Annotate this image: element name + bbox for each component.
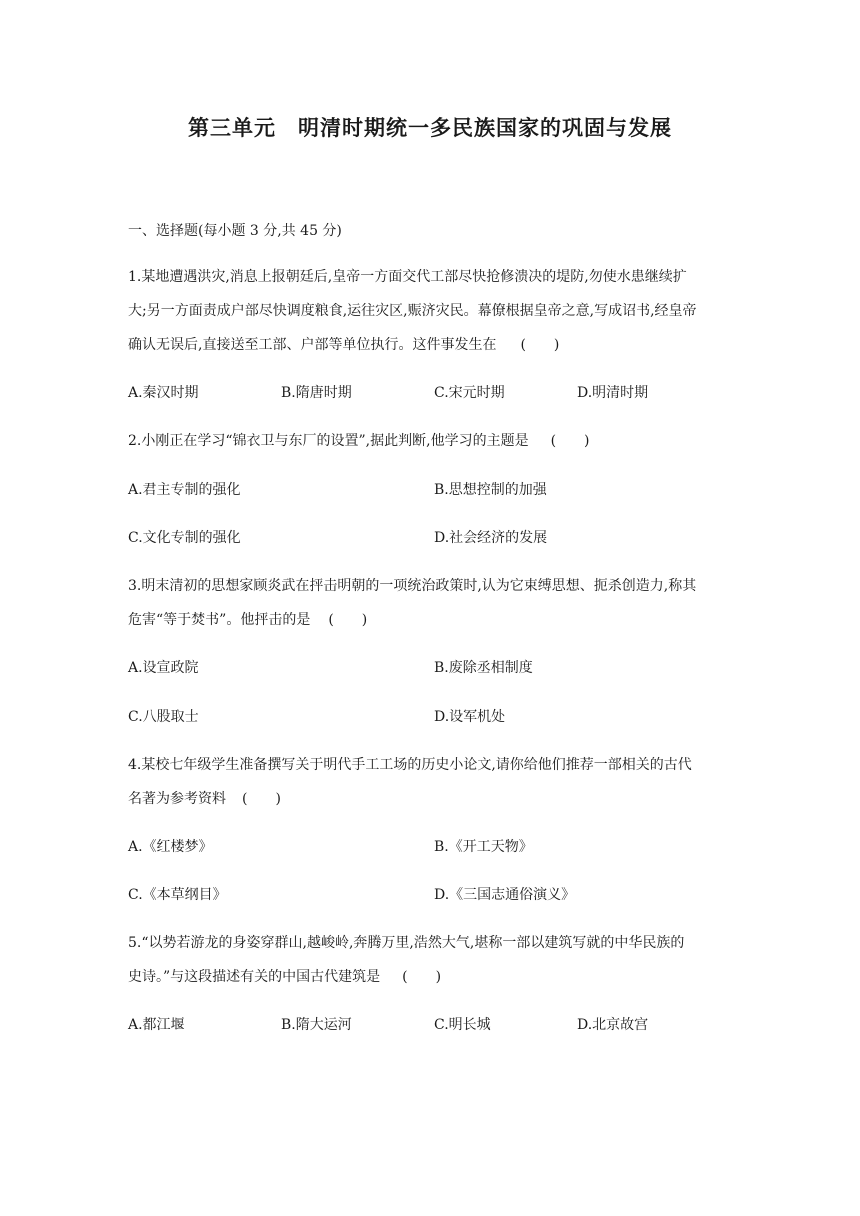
question-2-text: 2.小刚正在学习“锦衣卫与东厂的设置”,据此判断,他学习的主题是 [128, 433, 529, 449]
question-5-option-a: A.都江堰 [128, 1017, 185, 1033]
question-2-option-c: C.文化专制的强化 [128, 530, 241, 546]
question-1-line-1: 1.某地遭遇洪灾,消息上报朝廷后,皇帝一方面交代工部尽快抢修溃决的堤防,勿使水患继续扩 [128, 269, 687, 285]
answer-paren: ( ) [402, 969, 442, 985]
question-2-option-b: B.思想控制的加强 [434, 482, 547, 498]
question-3-option-c: C.八股取士 [128, 709, 199, 725]
question-1-option-d: D.明清时期 [577, 385, 649, 401]
question-5-line-1: 5.“以势若游龙的身姿穿群山,越峻岭,奔腾万里,浩然大气,堪称一部以建筑写就的中华民族的 [128, 935, 685, 951]
question-4-option-c: C.《本草纲目》 [128, 887, 227, 903]
question-2-option-d: D.社会经济的发展 [434, 530, 548, 546]
question-3-text: 危害“等于焚书”。他抨击的是 [128, 612, 311, 628]
question-1-line-2: 大;另一方面责成户部尽快调度粮食,运往灾区,赈济灾民。幕僚根据皇帝之意,写成诏书,经皇帝 [128, 303, 697, 319]
question-3-line-1: 3.明末清初的思想家顾炎武在抨击明朝的一项统治政策时,认为它束缚思想、扼杀创造力,称其 [128, 578, 697, 594]
section-heading: 一、选择题(每小题 3 分,共 45 分) [128, 223, 342, 239]
question-4-line-1: 4.某校七年级学生准备撰写关于明代手工工场的历史小论文,请你给他们推荐一部相关的古代 [128, 757, 692, 773]
question-4-line-2 [128, 789, 281, 809]
question-5-text: 史诗。”与这段描述有关的中国古代建筑是 [128, 969, 381, 985]
question-5-option-d: D.北京故宫 [577, 1017, 649, 1033]
page-title: 第三单元 明清时期统一多民族国家的巩固与发展 [188, 116, 672, 140]
question-1-text: 确认无误后,直接送至工部、户部等单位执行。这件事发生在 [128, 337, 497, 353]
answer-paren: ( ) [520, 337, 560, 353]
answer-paren: ( ) [328, 612, 368, 628]
question-5-option-c: C.明长城 [434, 1017, 491, 1033]
question-3-option-d: D.设军机处 [434, 709, 506, 725]
answer-paren: ( ) [550, 433, 590, 449]
question-3-option-b: B.废除丞相制度 [434, 660, 533, 676]
question-1-option-c: C.宋元时期 [434, 385, 505, 401]
question-5-line-2 [128, 967, 441, 987]
question-3-option-a: A.设宣政院 [128, 660, 199, 676]
question-2-option-a: A.君主专制的强化 [128, 482, 241, 498]
question-4-option-b: B.《开工天物》 [434, 839, 533, 855]
question-1-line-3 [128, 335, 559, 355]
question-3-line-2 [128, 610, 367, 630]
question-1-option-b: B.隋唐时期 [281, 385, 352, 401]
question-4-option-a: A.《红楼梦》 [128, 839, 213, 855]
question-1-option-a: A.秦汉时期 [128, 385, 199, 401]
answer-paren: ( ) [242, 791, 281, 807]
question-2-line-1 [128, 431, 590, 451]
question-5-option-b: B.隋大运河 [281, 1017, 352, 1033]
question-4-text: 名著为参考资料 [128, 791, 226, 807]
question-4-option-d: D.《三国志通俗演义》 [434, 887, 576, 903]
